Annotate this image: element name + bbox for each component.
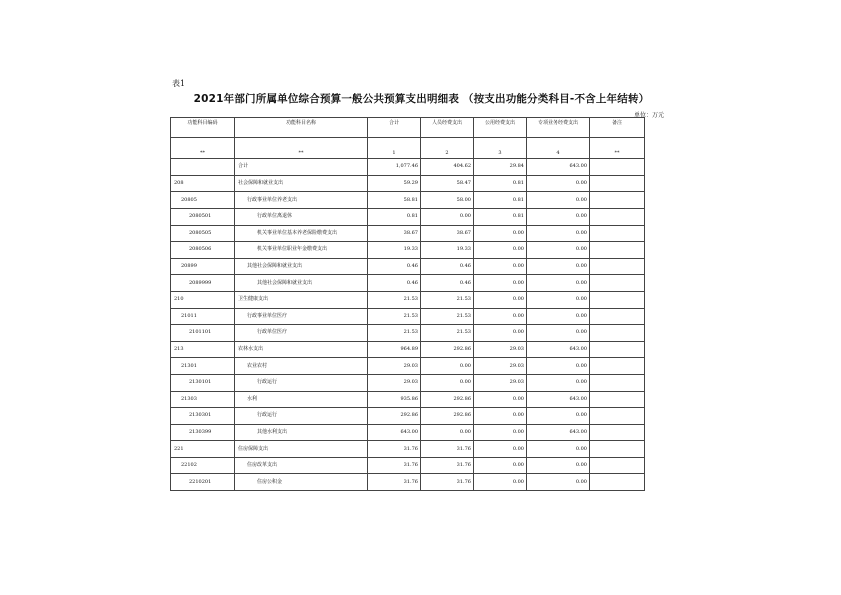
- row-total-cell: 29.03: [368, 358, 421, 375]
- row-personnel-cell: 0.00: [421, 208, 474, 225]
- row-name-cell: 合计: [235, 159, 368, 176]
- row-personnel-cell: 31.76: [421, 457, 474, 474]
- row-remark-cell: [590, 275, 645, 292]
- table-row: [171, 424, 645, 441]
- row-special-cell: 643.00: [527, 341, 590, 358]
- row-remark-cell: [590, 358, 645, 375]
- table-row: [171, 291, 645, 308]
- row-remark-cell: [590, 192, 645, 209]
- row-total-cell: 1,077.46: [368, 159, 421, 176]
- row-code-cell: 2130301: [171, 408, 235, 425]
- row-code-cell: 22102: [171, 457, 235, 474]
- row-code-cell: 2101101: [171, 325, 235, 342]
- row-public-cell: 0.81: [474, 208, 527, 225]
- row-public-cell: 0.00: [474, 457, 527, 474]
- table-row: [171, 457, 645, 474]
- row-special-cell: 0.00: [527, 175, 590, 192]
- table-body: [171, 159, 645, 491]
- row-public-cell: 0.00: [474, 441, 527, 458]
- row-personnel-cell: 292.86: [421, 391, 474, 408]
- row-name-cell: 水利: [235, 391, 368, 408]
- row-special-cell: 0.00: [527, 374, 590, 391]
- index-cell: **: [235, 137, 368, 159]
- row-name-cell: 住房改革支出: [235, 457, 368, 474]
- table-row: [171, 242, 645, 259]
- row-total-cell: 21.53: [368, 308, 421, 325]
- row-personnel-cell: 38.67: [421, 225, 474, 242]
- row-name-cell: 社会保障和就业支出: [235, 175, 368, 192]
- row-personnel-cell: 292.86: [421, 341, 474, 358]
- column-header-special: 专项业务经费支出: [527, 118, 590, 138]
- row-special-cell: 0.00: [527, 192, 590, 209]
- row-code-cell: 20899: [171, 258, 235, 275]
- row-remark-cell: [590, 175, 645, 192]
- table-row: [171, 408, 645, 425]
- row-remark-cell: [590, 457, 645, 474]
- row-special-cell: 0.00: [527, 408, 590, 425]
- row-special-cell: 0.00: [527, 291, 590, 308]
- row-public-cell: 0.00: [474, 225, 527, 242]
- row-remark-cell: [590, 391, 645, 408]
- row-remark-cell: [590, 441, 645, 458]
- document-title: 2021年部门所属单位综合预算一般公共预算支出明细表 （按支出功能分类科目-不含上年结转）: [193, 93, 650, 105]
- row-personnel-cell: 31.76: [421, 441, 474, 458]
- table-row: [171, 308, 645, 325]
- row-name-cell: 农业农村: [235, 358, 368, 375]
- row-special-cell: 643.00: [527, 391, 590, 408]
- table-row: [171, 358, 645, 375]
- row-remark-cell: [590, 242, 645, 259]
- row-name-cell: 行政事业单位医疗: [235, 308, 368, 325]
- row-name-cell: 其他社会保障和就业支出: [235, 258, 368, 275]
- row-name-cell: 农林水支出: [235, 341, 368, 358]
- index-cell: 3: [474, 137, 527, 159]
- row-public-cell: 0.81: [474, 192, 527, 209]
- row-remark-cell: [590, 474, 645, 491]
- row-total-cell: 38.67: [368, 225, 421, 242]
- table-row: [171, 374, 645, 391]
- row-public-cell: 0.00: [474, 291, 527, 308]
- row-code-cell: 21303: [171, 391, 235, 408]
- row-total-cell: 0.46: [368, 275, 421, 292]
- table-row: [171, 441, 645, 458]
- table-row: [171, 159, 645, 176]
- table-row: [171, 275, 645, 292]
- row-remark-cell: [590, 208, 645, 225]
- row-special-cell: 643.00: [527, 159, 590, 176]
- column-header-name: 功能科目名称: [235, 118, 368, 138]
- row-total-cell: 31.76: [368, 474, 421, 491]
- column-header-remark: 备注: [590, 118, 645, 138]
- row-personnel-cell: 0.46: [421, 275, 474, 292]
- row-public-cell: 0.00: [474, 258, 527, 275]
- row-public-cell: 0.81: [474, 175, 527, 192]
- row-special-cell: 0.00: [527, 308, 590, 325]
- row-remark-cell: [590, 408, 645, 425]
- table-row: [171, 341, 645, 358]
- column-header-personnel: 人员经费支出: [421, 118, 474, 138]
- row-public-cell: 0.00: [474, 408, 527, 425]
- index-cell: 1: [368, 137, 421, 159]
- row-total-cell: 0.81: [368, 208, 421, 225]
- row-code-cell: 2210201: [171, 474, 235, 491]
- row-name-cell: 机关事业单位职业年金缴费支出: [235, 242, 368, 259]
- row-total-cell: 21.53: [368, 325, 421, 342]
- row-public-cell: 29.03: [474, 341, 527, 358]
- table-row: [171, 192, 645, 209]
- row-public-cell: 0.00: [474, 275, 527, 292]
- row-special-cell: 0.00: [527, 457, 590, 474]
- row-total-cell: 964.89: [368, 341, 421, 358]
- row-total-cell: 643.00: [368, 424, 421, 441]
- row-personnel-cell: 0.00: [421, 358, 474, 375]
- row-code-cell: [171, 159, 235, 176]
- expenditure-table: [170, 117, 645, 491]
- row-special-cell: 0.00: [527, 275, 590, 292]
- row-special-cell: 0.00: [527, 208, 590, 225]
- row-code-cell: 20805: [171, 192, 235, 209]
- column-header-total: 合计: [368, 118, 421, 138]
- row-code-cell: 2080501: [171, 208, 235, 225]
- row-personnel-cell: 19.33: [421, 242, 474, 259]
- column-header-public: 公用经费支出: [474, 118, 527, 138]
- row-code-cell: 2080505: [171, 225, 235, 242]
- row-name-cell: 住房保障支出: [235, 441, 368, 458]
- row-special-cell: 0.00: [527, 325, 590, 342]
- row-special-cell: 0.00: [527, 225, 590, 242]
- row-personnel-cell: 0.00: [421, 424, 474, 441]
- table-row: [171, 208, 645, 225]
- row-remark-cell: [590, 374, 645, 391]
- row-special-cell: 0.00: [527, 358, 590, 375]
- row-total-cell: 59.29: [368, 175, 421, 192]
- row-special-cell: 643.00: [527, 424, 590, 441]
- row-public-cell: 0.00: [474, 424, 527, 441]
- row-public-cell: 0.00: [474, 242, 527, 259]
- row-total-cell: 19.33: [368, 242, 421, 259]
- row-code-cell: 2130399: [171, 424, 235, 441]
- row-personnel-cell: 404.62: [421, 159, 474, 176]
- table-row: [171, 175, 645, 192]
- table-row: [171, 391, 645, 408]
- row-code-cell: 21011: [171, 308, 235, 325]
- index-cell: **: [171, 137, 235, 159]
- row-code-cell: 208: [171, 175, 235, 192]
- row-personnel-cell: 0.46: [421, 258, 474, 275]
- row-name-cell: 行政运行: [235, 374, 368, 391]
- row-code-cell: 21301: [171, 358, 235, 375]
- row-remark-cell: [590, 258, 645, 275]
- row-total-cell: 31.76: [368, 441, 421, 458]
- row-personnel-cell: 31.76: [421, 474, 474, 491]
- row-public-cell: 0.00: [474, 325, 527, 342]
- sheet-label: 表1: [172, 79, 186, 88]
- row-public-cell: 0.00: [474, 308, 527, 325]
- row-personnel-cell: 292.86: [421, 408, 474, 425]
- unit-label: 单位：万元: [634, 112, 665, 119]
- row-total-cell: 29.03: [368, 374, 421, 391]
- row-remark-cell: [590, 159, 645, 176]
- row-total-cell: 31.76: [368, 457, 421, 474]
- index-cell: **: [590, 137, 645, 159]
- row-personnel-cell: 21.53: [421, 308, 474, 325]
- row-total-cell: 0.46: [368, 258, 421, 275]
- table-row: [171, 225, 645, 242]
- row-personnel-cell: 58.00: [421, 192, 474, 209]
- row-public-cell: 0.00: [474, 391, 527, 408]
- row-name-cell: 住房公积金: [235, 474, 368, 491]
- row-public-cell: 29.84: [474, 159, 527, 176]
- row-personnel-cell: 0.00: [421, 374, 474, 391]
- row-name-cell: 其他社会保障和就业支出: [235, 275, 368, 292]
- row-code-cell: 2130101: [171, 374, 235, 391]
- row-special-cell: 0.00: [527, 258, 590, 275]
- row-code-cell: 213: [171, 341, 235, 358]
- row-special-cell: 0.00: [527, 441, 590, 458]
- row-public-cell: 29.03: [474, 374, 527, 391]
- row-name-cell: 卫生健康支出: [235, 291, 368, 308]
- row-name-cell: 行政单位离退休: [235, 208, 368, 225]
- row-total-cell: 21.53: [368, 291, 421, 308]
- row-code-cell: 2089999: [171, 275, 235, 292]
- row-code-cell: 210: [171, 291, 235, 308]
- row-total-cell: 58.81: [368, 192, 421, 209]
- header-row: [171, 118, 645, 138]
- row-remark-cell: [590, 341, 645, 358]
- row-personnel-cell: 58.47: [421, 175, 474, 192]
- row-name-cell: 行政运行: [235, 408, 368, 425]
- row-name-cell: 其他水利支出: [235, 424, 368, 441]
- row-remark-cell: [590, 225, 645, 242]
- row-total-cell: 935.86: [368, 391, 421, 408]
- row-public-cell: 29.03: [474, 358, 527, 375]
- index-cell: 2: [421, 137, 474, 159]
- row-name-cell: 机关事业单位基本养老保险缴费支出: [235, 225, 368, 242]
- row-special-cell: 0.00: [527, 242, 590, 259]
- table-row: [171, 474, 645, 491]
- row-remark-cell: [590, 325, 645, 342]
- row-code-cell: 2080506: [171, 242, 235, 259]
- row-name-cell: 行政事业单位养老支出: [235, 192, 368, 209]
- row-remark-cell: [590, 308, 645, 325]
- row-personnel-cell: 21.53: [421, 325, 474, 342]
- row-personnel-cell: 21.53: [421, 291, 474, 308]
- row-code-cell: 221: [171, 441, 235, 458]
- column-header-code: 功能科目编码: [171, 118, 235, 138]
- row-name-cell: 行政单位医疗: [235, 325, 368, 342]
- row-total-cell: 292.86: [368, 408, 421, 425]
- row-public-cell: 0.00: [474, 474, 527, 491]
- index-cell: 4: [527, 137, 590, 159]
- row-remark-cell: [590, 424, 645, 441]
- table-row: [171, 325, 645, 342]
- row-special-cell: 0.00: [527, 474, 590, 491]
- row-remark-cell: [590, 291, 645, 308]
- table-row: [171, 258, 645, 275]
- index-row: [171, 137, 645, 159]
